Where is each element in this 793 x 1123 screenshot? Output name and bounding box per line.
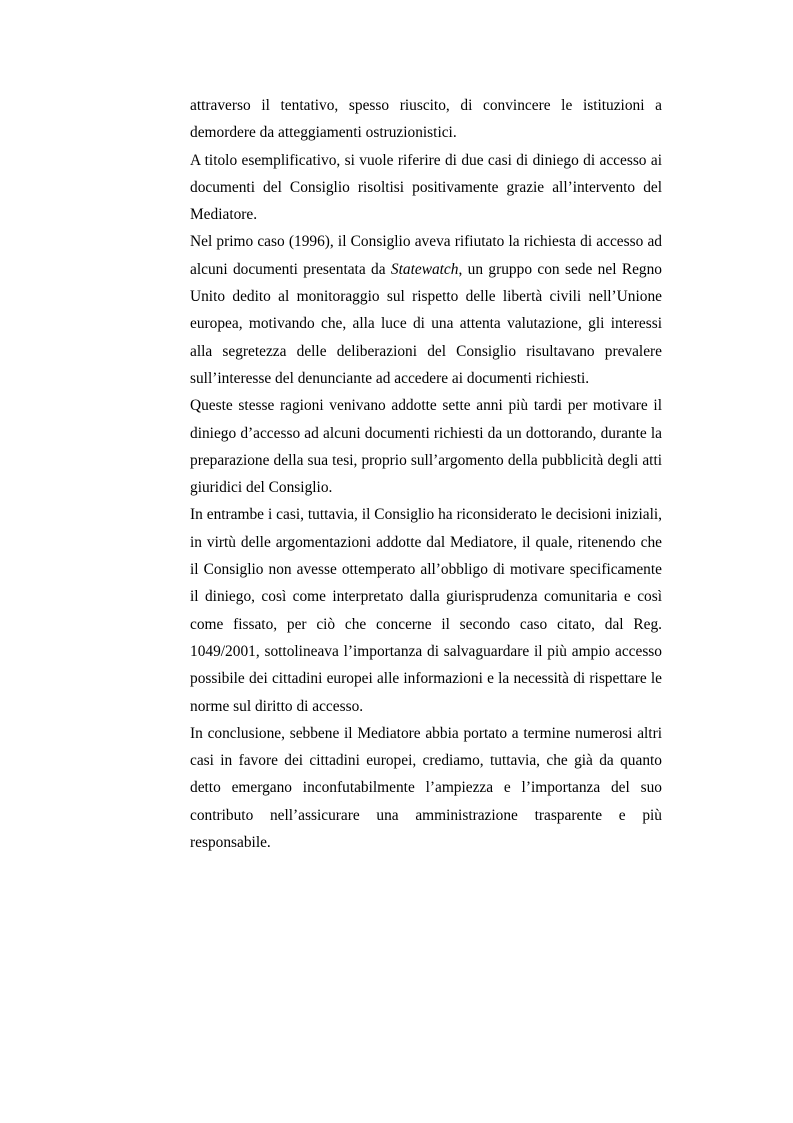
paragraph-1: attraverso il tentativo, spesso riuscito, di convincere le istituzioni a demordere da atteggiamenti ostruzionistici. <box>190 97 662 142</box>
paragraph-3 <box>190 228 662 392</box>
paragraph-3-text-after: , un gruppo con sede nel Regno Unito dedito al monitoraggio sul rispetto delle libertà civili nell’Unione europea, motivando che, alla luce di una attenta valutazione, gli interessi alla segretezza delle deliberazioni del Consiglio risultavano prevalere sull’interesse del denunciante ad accedere ai documenti richiesti. <box>190 260 663 387</box>
paragraph-5: In entrambe i casi, tuttavia, il Consiglio ha riconsiderato le decisioni iniziali, in virtù delle argomentazioni addotte dal Mediatore, il quale, ritenendo che il Consiglio non avesse ottemperato all’obbligo di motivare specificamente il diniego, così come interpretato dalla giurisprudenza comunitaria e così come fissato, per ciò che concerne il secondo caso citato, dal Reg. 1049/2001, sottolineava l’importanza di salvaguardare il più ampio accesso possibile dei cittadini europei alle informazioni e la necessità di rispettare le norme sul diritto di accesso. <box>190 506 662 715</box>
paragraph-6: In conclusione, sebbene il Mediatore abbia portato a termine numerosi altri casi in favore dei cittadini europei, crediamo, tuttavia, che già da quanto detto emergano inconfutabilmente l’ampiezza e l’importanza del suo contributo nell’assicurare una amministrazione trasparente e più responsabile. <box>190 724 662 852</box>
paragraph-4: Queste stesse ragioni venivano addotte sette anni più tardi per motivare il diniego d’accesso ad alcuni documenti richiesti da un dottorando, durante la preparazione della sua tesi, proprio sull’argomento della pubblicità degli atti giuridici del Consiglio. <box>190 397 662 497</box>
document-body <box>190 92 662 856</box>
paragraph-3-text-before: Nel primo caso (1996), il Consiglio aveva rifiutato la richiesta di accesso ad alcuni documenti presentata da <box>190 233 662 278</box>
paragraph-3-italic-name: Statewatch <box>390 260 459 278</box>
paragraph-2: A titolo esemplificativo, si vuole riferire di due casi di diniego di accesso ai documenti del Consiglio risoltisi positivamente grazie all’intervento del Mediatore. <box>190 151 662 224</box>
